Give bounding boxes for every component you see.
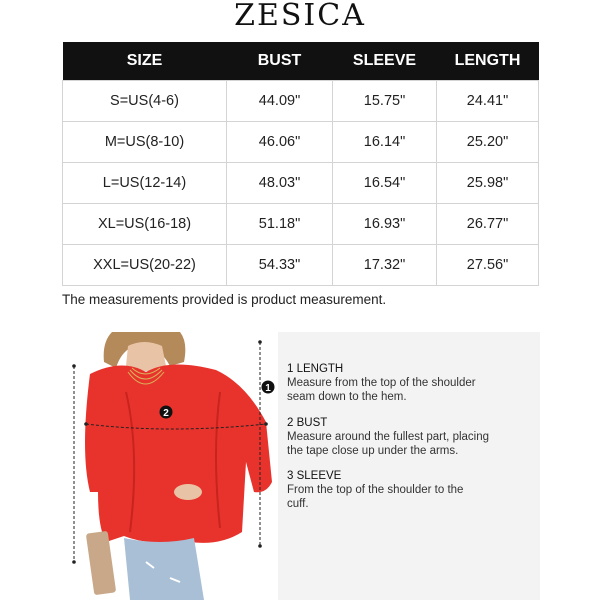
size-cell: XXL=US(20-22) bbox=[63, 245, 227, 286]
guide-bust bbox=[287, 416, 489, 458]
length-cell: 25.20" bbox=[437, 122, 539, 163]
bust-cell: 46.06" bbox=[227, 122, 333, 163]
guide-sleeve bbox=[287, 469, 463, 511]
guide-bust-title: 2 BUST bbox=[287, 417, 328, 429]
guide-length-title: 1 LENGTH bbox=[287, 363, 344, 375]
length-cell: 26.77" bbox=[437, 204, 539, 245]
sleeve-cell: 16.93" bbox=[333, 204, 437, 245]
guide-sleeve-text: From the top of the shoulder to the bbox=[287, 484, 464, 496]
sleeve-cell: 17.32" bbox=[333, 245, 437, 286]
size-cell: XL=US(16-18) bbox=[63, 204, 227, 245]
clutch-bag bbox=[86, 531, 116, 595]
length-marker-label: 1 bbox=[265, 383, 271, 394]
brand-logo: ZESICA bbox=[234, 0, 366, 33]
sweater-shape bbox=[85, 364, 272, 543]
table-row bbox=[63, 122, 539, 163]
sleeve-cell: 16.14" bbox=[333, 122, 437, 163]
guide-bust-text-2: the tape close up under the arms. bbox=[287, 445, 459, 457]
size-cell: S=US(4-6) bbox=[63, 81, 227, 122]
header-size: SIZE bbox=[63, 42, 227, 81]
guide-length bbox=[287, 362, 476, 404]
bust-cell: 44.09" bbox=[227, 81, 333, 122]
bust-cell: 48.03" bbox=[227, 163, 333, 204]
size-chart-table bbox=[62, 42, 539, 286]
table-row bbox=[63, 204, 539, 245]
jeans-shape bbox=[124, 538, 204, 600]
model-photo bbox=[70, 332, 280, 600]
sleeve-cell: 16.54" bbox=[333, 163, 437, 204]
guide-length-text-2: seam down to the hem. bbox=[287, 391, 407, 403]
header-length: LENGTH bbox=[437, 42, 539, 81]
length-cell: 25.98" bbox=[437, 163, 539, 204]
hand-shape bbox=[174, 484, 202, 500]
guide-bust-text: Measure around the fullest part, placing bbox=[287, 431, 490, 443]
header-bust: BUST bbox=[227, 42, 333, 81]
guide-sleeve-text-2: cuff. bbox=[287, 498, 309, 510]
bust-cell: 51.18" bbox=[227, 204, 333, 245]
measurement-note: The measurements provided is product measurement. bbox=[62, 292, 387, 307]
sleeve-cell: 15.75" bbox=[333, 81, 437, 122]
table-header-row bbox=[63, 42, 539, 81]
length-cell: 27.56" bbox=[437, 245, 539, 286]
table-row bbox=[63, 81, 539, 122]
length-cell: 24.41" bbox=[437, 81, 539, 122]
header-sleeve: SLEEVE bbox=[333, 42, 437, 81]
table-row bbox=[63, 163, 539, 204]
size-cell: L=US(12-14) bbox=[63, 163, 227, 204]
guide-length-text: Measure from the top of the shoulder bbox=[287, 377, 476, 389]
guide-sleeve-title: 3 SLEEVE bbox=[287, 470, 342, 482]
bust-marker-label: 2 bbox=[163, 408, 169, 419]
size-cell: M=US(8-10) bbox=[63, 122, 227, 163]
bust-cell: 54.33" bbox=[227, 245, 333, 286]
table-row bbox=[63, 245, 539, 286]
